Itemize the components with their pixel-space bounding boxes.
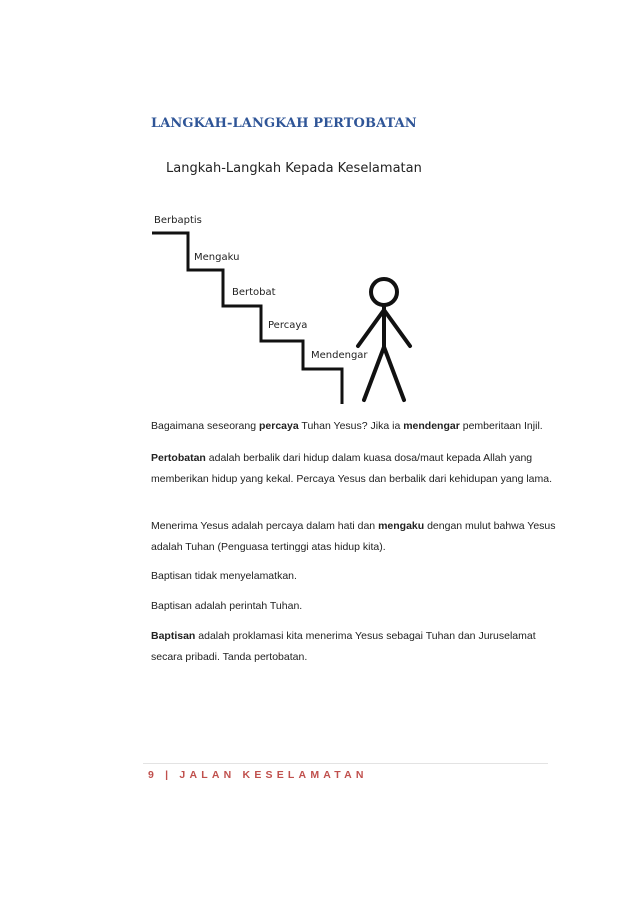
step-label-mengaku: Mengaku [194,252,240,263]
paragraph-3 [151,516,561,558]
steps-illustration [148,142,428,406]
section-heading: LANGKAH-LANGKAH PERTOBATAN [151,116,417,131]
paragraph-text: Baptisan tidak menyelamatkan. [151,570,297,582]
paragraph-text: pemberitaan Injil. [459,420,543,432]
emphasis-term: Baptisan [151,630,196,642]
figure-title: Langkah-Langkah Kepada Keselamatan [166,161,422,176]
staircase-line [152,233,342,404]
paragraph-text: Tuhan Yesus? Jika ia [298,420,404,432]
step-label-bertobat: Bertobat [232,287,276,298]
emphasis-term: mengaku [378,520,425,532]
paragraph-6 [151,626,561,668]
step-label-berbaptis: Berbaptis [154,215,202,226]
page-footer: 9 | JALAN KESELAMATAN [148,769,368,781]
paragraph-text: Bagaimana seseorang [151,420,259,432]
paragraph-text: adalah proklamasi kita menerima Yesus sebagai Tuhan dan Juruselamat secara pribadi. Tanda pertobatan. [151,630,536,663]
paragraph-4 [151,566,561,587]
paragraph-text: Baptisan adalah perintah Tuhan. [151,600,303,612]
paragraph-text: Menerima Yesus adalah percaya dalam hati dan [151,520,379,532]
paragraph-text: dengan mulut bahwa Yesus adalah Tuhan (Penguasa tertinggi atas hidup kita). [151,520,556,553]
paragraph-1 [151,416,561,437]
step-label-mendengar: Mendengar [311,350,368,361]
emphasis-term: percaya [259,420,299,432]
paragraph-5 [151,596,561,617]
paragraph-text: adalah berbalik dari hidup dalam kuasa dosa/maut kepada Allah yang memberikan hidup yang kekal. Percaya Yesus dan berbalik dari kehidupan yang lama. [151,452,552,485]
paragraph-2 [151,448,561,490]
stick-figure [358,279,410,400]
step-label-percaya: Percaya [268,320,308,331]
staircase-diagram [148,142,428,406]
emphasis-term: Pertobatan [151,452,206,464]
footer-divider [143,763,548,764]
emphasis-term: mendengar [403,420,460,432]
